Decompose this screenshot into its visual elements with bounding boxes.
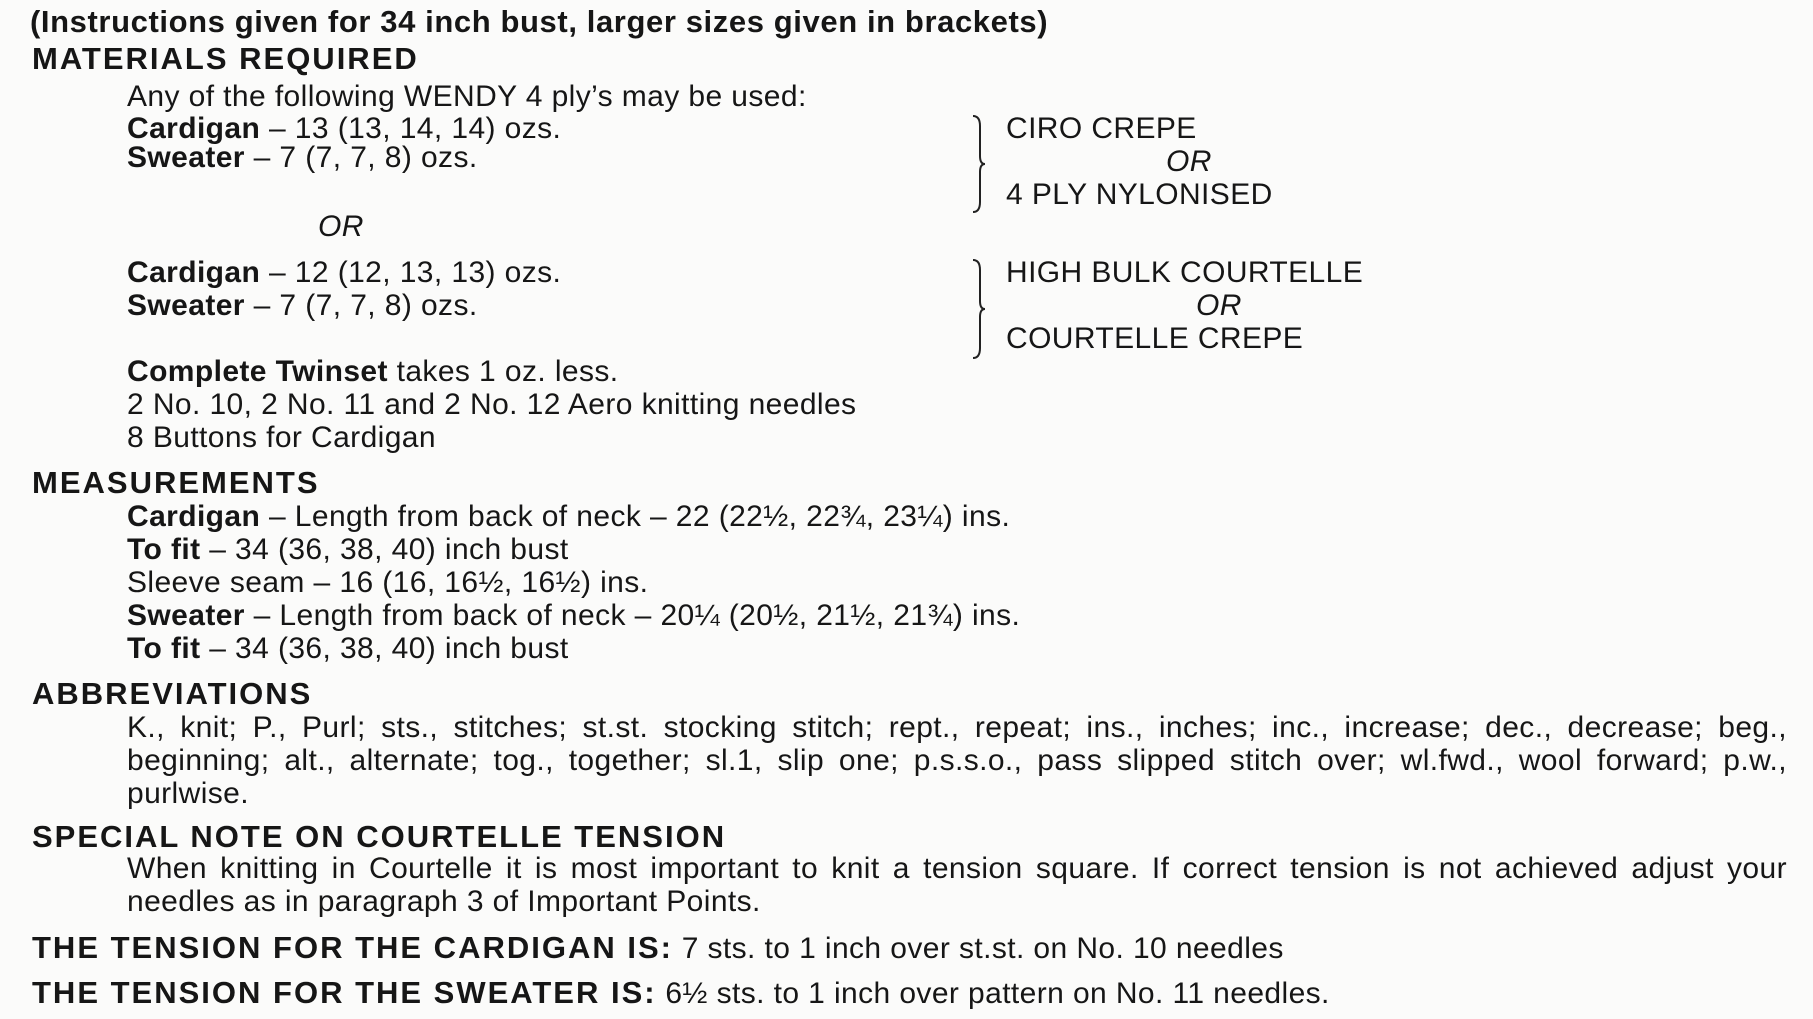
twinset-line: [127, 355, 619, 389]
abbreviations-text: K., knit; P., Purl; sts., stitches; st.st. stocking stitch; rept., repeat; ins., inches; inc., increase; dec., decrease; beg., beginning; alt., alternate; tog., together; sl.1, slip one; p.s.s.o., pass slipped stitch over; wl.fwd., wool forward; p.w., purlwise.: [127, 711, 1787, 810]
sweater-label: Sweater: [127, 289, 245, 322]
to-fit-label: To fit: [127, 632, 201, 665]
sweater-tension-label: THE TENSION FOR THE SWEATER IS:: [32, 975, 657, 1010]
cardigan-label: Cardigan: [127, 256, 261, 289]
to-fit-value: – 34 (36, 38, 40) inch bust: [200, 632, 569, 665]
to-fit-line-1: [127, 533, 569, 567]
sweater-quantity: – 7 (7, 7, 8) ozs.: [244, 289, 478, 322]
cardigan-quantity: – 13 (13, 14, 14) ozs.: [260, 112, 562, 145]
special-note-heading: SPECIAL NOTE ON COURTELLE TENSION: [32, 819, 727, 854]
twinset-label: Complete Twinset: [127, 355, 388, 388]
to-fit-label: To fit: [127, 533, 201, 566]
special-note-text: When knitting in Courtelle it is most important to knit a tension square. If correct tension is not achieved adjust your needles as in paragraph 3 of Important Points.: [127, 852, 1787, 918]
measurements-heading: MEASUREMENTS: [32, 465, 320, 500]
cardigan-length: – Length from back of neck – 22 (22½, 22¾, 23¼) ins.: [260, 500, 1011, 533]
yarn-courtelle-crepe: COURTELLE CREPE: [1006, 322, 1304, 355]
materials-or: OR: [318, 210, 364, 243]
twinset-value: takes 1 oz. less.: [387, 355, 619, 388]
to-fit-line-2: [127, 632, 569, 666]
abbreviations-heading: ABBREVIATIONS: [32, 676, 313, 711]
brace-icon: [972, 258, 986, 360]
yarn-4ply-nylonised: 4 PLY NYLONISED: [1006, 178, 1273, 211]
cardigan-tension-line: [32, 930, 1284, 966]
buttons-line: 8 Buttons for Cardigan: [127, 421, 436, 454]
yarn-ciro-crepe: CIRO CREPE: [1006, 112, 1197, 145]
yarn-high-bulk-courtelle: HIGH BULK COURTELLE: [1006, 256, 1364, 289]
needles-line: 2 No. 10, 2 No. 11 and 2 No. 12 Aero knitting needles: [127, 388, 857, 421]
cardigan-quantity: – 12 (12, 13, 13) ozs.: [260, 256, 562, 289]
sweater-tension-line: [32, 975, 1330, 1011]
sweater-length: – Length from back of neck – 20¼ (20½, 21½, 21¾) ins.: [244, 599, 1021, 632]
group1-sweater-line: [127, 141, 478, 175]
materials-heading: MATERIALS REQUIRED: [32, 41, 419, 76]
instructions-note: (Instructions given for 34 inch bust, larger sizes given in brackets): [30, 4, 1049, 39]
sweater-tension-value: 6½ sts. to 1 inch over pattern on No. 11 needles.: [656, 977, 1330, 1010]
yarn-or-2: OR: [1196, 289, 1242, 322]
cardigan-label: Cardigan: [127, 500, 261, 533]
group2-cardigan-line: [127, 256, 561, 290]
sweater-label: Sweater: [127, 599, 245, 632]
yarn-or-1: OR: [1166, 145, 1212, 178]
to-fit-value: – 34 (36, 38, 40) inch bust: [200, 533, 569, 566]
cardigan-tension-label: THE TENSION FOR THE CARDIGAN IS:: [32, 930, 673, 965]
sweater-quantity: – 7 (7, 7, 8) ozs.: [244, 141, 478, 174]
cardigan-label: Cardigan: [127, 112, 261, 145]
brace-icon: [972, 114, 986, 214]
sweater-length-line: [127, 599, 1020, 633]
sweater-label: Sweater: [127, 141, 245, 174]
group2-sweater-line: [127, 289, 478, 323]
cardigan-length-line: [127, 500, 1010, 534]
cardigan-tension-value: 7 sts. to 1 inch over st.st. on No. 10 needles: [672, 932, 1284, 965]
sleeve-seam-line: Sleeve seam – 16 (16, 16½, 16½) ins.: [127, 566, 649, 599]
materials-intro: Any of the following WENDY 4 ply’s may be used:: [127, 80, 807, 113]
